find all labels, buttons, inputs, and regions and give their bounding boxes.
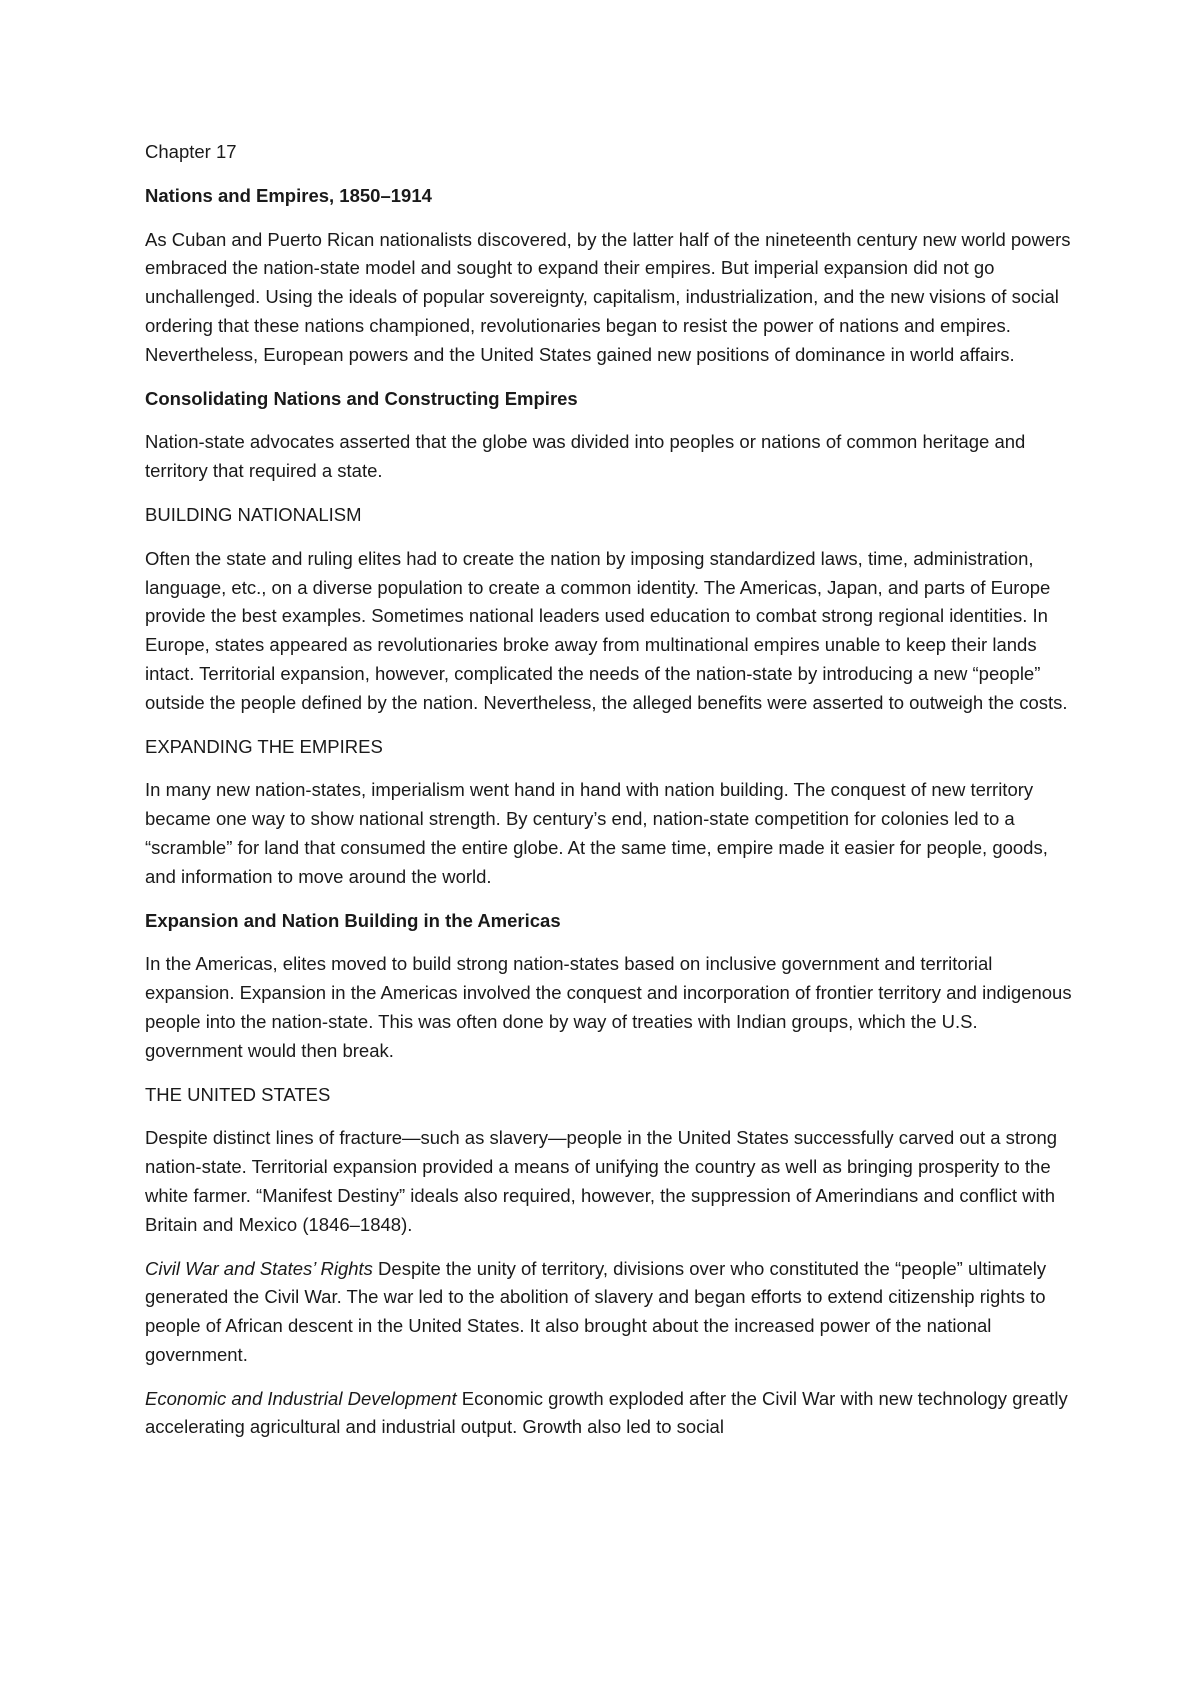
paragraph-civil-war-body: Despite the unity of territory, divisions over who constituted the “people” ultimately generated the Civil War. The war led to the abolition of slavery and began efforts to extend citizenship rights to people of African descent in the United States. It also brought about the increased power of the national government. [145, 1257, 1047, 1365]
run-in-heading-economic-development: Economic and Industrial Development [145, 1387, 457, 1409]
paragraph-civil-war [145, 1255, 1075, 1370]
paragraph-economic-development [145, 1385, 1075, 1443]
paragraph-expanding-empires: In many new nation-states, imperialism went hand in hand with nation building. The conquest of new territory became one way to show national strength. By century’s end, nation-state competition for colonies led to a “scramble” for land that consumed the entire globe. At the same time, empire made it easier for people, goods, and information to move around the world. [145, 779, 1048, 887]
chapter-label: Chapter 17 [145, 141, 237, 162]
paragraph-building-nationalism: Often the state and ruling elites had to create the nation by imposing standardized laws, time, administration, language, etc., on a diverse population to create a common identity. The Americas, Japan, and parts of Europe provide the best examples. Sometimes national leaders used education to combat strong regional identities. In Europe, states appeared as revolutionaries broke away from multinational empires unable to keep their lands intact. Territorial expansion, however, complicated the needs of the nation-state by introducing a new “people” outside the people defined by the nation. Nevertheless, the alleged benefits were asserted to outweigh the costs. [145, 547, 1068, 713]
subsection-heading-united-states: THE UNITED STATES [145, 1083, 331, 1105]
paragraph-economic-development-body: Economic growth exploded after the Civil War with new technology greatly accelerating agricultural and industrial output. Growth also led to social [145, 1387, 1068, 1438]
section-heading-consolidating: Consolidating Nations and Constructing Empires [145, 387, 578, 409]
section-heading-americas: Expansion and Nation Building in the Americas [145, 909, 561, 931]
chapter-title: Nations and Empires, 1850–1914 [145, 184, 432, 206]
intro-paragraph: As Cuban and Puerto Rican nationalists discovered, by the latter half of the nineteenth century new world powers embraced the nation-state model and sought to expand their empires. But imperial expansion did not go unchallenged. Using the ideals of popular sovereignty, capitalism, industrialization, and the new visions of social ordering that these nations championed, revolutionaries began to resist the power of nations and empires. Nevertheless, European powers and the United States gained new positions of dominance in world affairs. [145, 228, 1071, 365]
section-paragraph-consolidating: Nation-state advocates asserted that the globe was divided into peoples or nations of common heritage and territory that required a state. [145, 431, 1026, 482]
subsection-heading-building-nationalism: BUILDING NATIONALISM [145, 503, 362, 525]
paragraph-united-states: Despite distinct lines of fracture—such as slavery—people in the United States successfully carved out a strong nation-state. Territorial expansion provided a means of unifying the country as well as bringing prosperity to the white farmer. “Manifest Destiny” ideals also required, however, the suppression of Amerindians and conflict with Britain and Mexico (1846–1848). [145, 1127, 1058, 1235]
section-paragraph-americas: In the Americas, elites moved to build strong nation-states based on inclusive government and territorial expansion. Expansion in the Americas involved the conquest and incorporation of frontier territory and indigenous people into the nation-state. This was often done by way of treaties with Indian groups, which the U.S. government would then break. [145, 953, 1072, 1061]
subsection-heading-expanding-empires: EXPANDING THE EMPIRES [145, 735, 383, 757]
document-page [145, 138, 1075, 1457]
run-in-heading-civil-war: Civil War and States’ Rights [145, 1257, 373, 1279]
